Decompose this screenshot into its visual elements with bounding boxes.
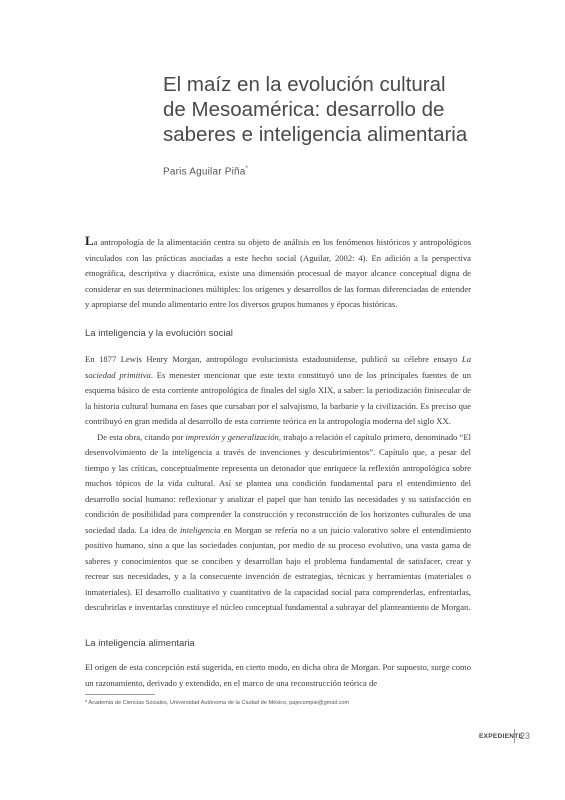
- author-footnote-mark: *: [245, 166, 249, 172]
- footnote: * Academia de Ciencias Sociales, Universidad Autónoma de la Ciudad de México, pajecompie@gmail.com: [85, 700, 350, 706]
- text-run: , trabajo a relación el capítulo primero, denominado “El desenvolvimiento de la inteligencia a través de invenciones y descubrimientos”. Capítulo que, a pesar del tiempo y las críticas, conceptualmente representa un detonador que enriquece la reflexión antropológica sobre muchos tópicos de la vida cultural. Así se plantea una condición fundamental para el entendimiento del desarrollo social humano: reflexionar y analizar el papel que han tenido las necesidades y su satisfacción en condición de posibilidad para comprender la construcción y reconstrucción de los horizontes culturales de una sociedad dada. La idea de: [85, 431, 471, 535]
- italic-phrase: impresión y generalización: [185, 431, 279, 442]
- text-run: . Es menester mencionar que este texto constituyó uno de los principales fuentes de un esquema básico de esta corriente antropológica de finales del siglo XIX, a saber: la periodización finisecular de la historia cultural humana en fases que cursaban por el salvajismo, la barbarie y la civilización. Es preciso que contribuyó en gran medida al desarrollo de esta corriente teórica en la antropología moderna del siglo XX.: [85, 369, 471, 426]
- section-heading-1: La inteligencia y la evolución social: [85, 328, 233, 339]
- lead-letter: L: [85, 233, 94, 248]
- title-line-3: saberes e inteligencia alimentaria: [163, 123, 468, 146]
- footnote-divider: [85, 694, 155, 695]
- title-line-2: de Mesoamérica: desarrollo de: [163, 98, 445, 121]
- author-byline: [163, 166, 248, 177]
- text-run: En 1877 Lewis Henry Morgan, antropólogo evolucionista estadounidense, publicó su célebre ensayo: [85, 354, 462, 364]
- section-1-body: [85, 352, 471, 616]
- section-1-paragraph-2: [85, 430, 471, 616]
- intro-text: a antropología de la alimentación centra su objeto de análisis en los fenómenos históricos y antropológicos vinculados con las prácticas asociadas a este hecho social (Aguilar, 2002: 4). En adición a la perspectiva etnográfica, descriptiva y diacrónica, existe una dimensión procesual de mayor alcance conceptual digna de considerar en sus determinaciones múltiples: los orígenes y desarrollos de las formas diferenciadas de entender y apropiarse del mundo alimentario entre los diversos grupos humanos y épocas históricas.: [85, 237, 471, 309]
- intro-paragraph: [85, 233, 471, 313]
- article-title: [163, 72, 493, 147]
- page-number: 23: [520, 731, 531, 741]
- book-title: La sociedad primitiva: [85, 354, 471, 380]
- footer-divider: [514, 729, 515, 743]
- section-2-paragraph-1: El origen de esta concepción está sugerida, en cierto modo, en dicha obra de Morgan. Por supuesto, surge como un razonamiento, derivado y extendido, en el marco de una reconstrucción teórica de: [85, 662, 471, 688]
- section-1-paragraph-1: [85, 352, 471, 430]
- title-line-1: El maíz en la evolución cultural: [163, 73, 446, 96]
- section-heading-2: La inteligencia alimentaria: [85, 638, 195, 649]
- author-name: Paris Aguilar Piña: [163, 166, 246, 178]
- running-footer-label: EXPEDIENTE: [479, 733, 524, 740]
- italic-term: inteligencia: [180, 524, 221, 535]
- text-run: en Morgan se refería no a un juicio valorativo sobre el entendimiento positivo humano, sino a que las sociedades conjuntan, por medio de su proceso evolutivo, una vasta gama de saberes y conocimientos que se conciben y desarrollan bajo el problema fundamental de satisfacer, crear y recrear sus necesidades, y a la consecuente invención de estrategias, técnicas y herramientas (materiales o inmateriales). El desarrollo cualitativo y cuantitativo de la capacidad social para comprenderlas, enfrentarlas, descubrirlas e inventarlas constituye el núcleo conceptual fundamental a subrayar del planteamiento de Morgan.: [85, 524, 471, 612]
- text-run: De esta obra, citando por: [97, 431, 186, 442]
- section-2-body: [85, 660, 471, 691]
